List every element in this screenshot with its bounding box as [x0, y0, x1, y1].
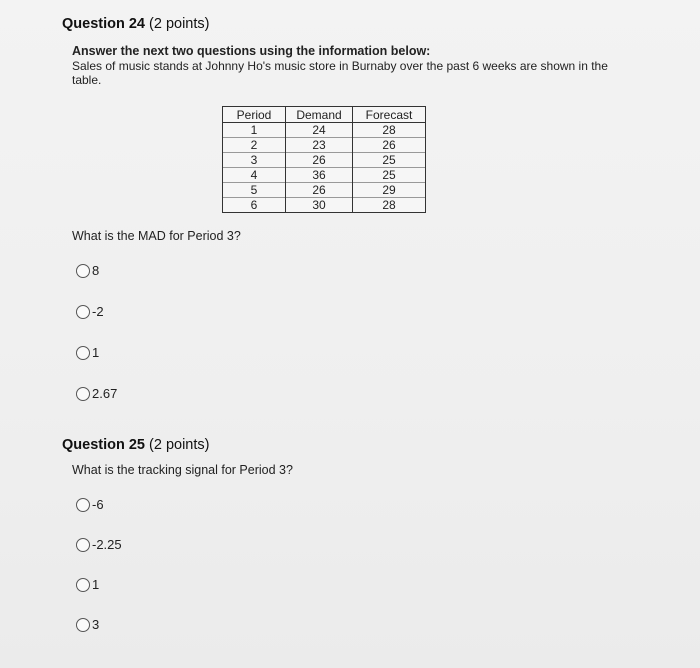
q24-option-1[interactable]: [76, 263, 99, 278]
cell-demand: 36: [286, 168, 353, 183]
header-forecast: Forecast: [353, 107, 426, 123]
radio-icon[interactable]: [76, 264, 90, 278]
intro-text: Sales of music stands at Johnny Ho's music store in Burnaby over the past 6 weeks are shown in the table.: [72, 59, 608, 87]
cell-period: 1: [223, 123, 286, 138]
radio-icon[interactable]: [76, 387, 90, 401]
radio-icon[interactable]: [76, 538, 90, 552]
option-label: 2.67: [92, 386, 118, 401]
question-24-points: (2 points): [149, 16, 210, 32]
option-label: -6: [92, 497, 104, 512]
q24-option-4[interactable]: [76, 386, 117, 401]
option-label: -2.25: [92, 537, 122, 552]
cell-forecast: 28: [353, 198, 426, 213]
option-label: 3: [92, 617, 100, 632]
intro-heading: Answer the next two questions using the information below:: [72, 44, 431, 58]
cell-demand: 30: [286, 198, 353, 213]
option-label: 1: [92, 345, 100, 360]
radio-icon[interactable]: [76, 618, 90, 632]
cell-demand: 26: [286, 183, 353, 198]
radio-icon[interactable]: [76, 578, 90, 592]
question-24-number: Question 24: [62, 16, 145, 32]
option-label: 1: [92, 577, 100, 592]
cell-period: 3: [223, 153, 286, 168]
question-25-number: Question 25: [62, 437, 145, 453]
radio-icon[interactable]: [76, 346, 90, 360]
table-row: [223, 168, 426, 183]
option-label: 8: [92, 263, 100, 278]
header-period: Period: [223, 107, 286, 123]
q25-option-1[interactable]: [76, 497, 104, 512]
cell-forecast: 25: [353, 168, 426, 183]
sales-table: [222, 106, 426, 213]
q25-option-4[interactable]: [76, 617, 99, 632]
header-demand: Demand: [286, 107, 353, 123]
question-25-prompt: What is the tracking signal for Period 3?: [72, 463, 293, 477]
cell-period: 6: [223, 198, 286, 213]
radio-icon[interactable]: [76, 498, 90, 512]
cell-period: 4: [223, 168, 286, 183]
cell-forecast: 28: [353, 123, 426, 138]
q24-option-2[interactable]: [76, 304, 104, 319]
cell-demand: 23: [286, 138, 353, 153]
option-label: -2: [92, 304, 104, 319]
question-24-title: [62, 16, 209, 32]
table-row: [223, 123, 426, 138]
cell-forecast: 29: [353, 183, 426, 198]
radio-icon[interactable]: [76, 305, 90, 319]
cell-forecast: 26: [353, 138, 426, 153]
q25-option-2[interactable]: [76, 537, 122, 552]
question-25-title: [62, 437, 209, 453]
cell-forecast: 25: [353, 153, 426, 168]
table-row: [223, 183, 426, 198]
cell-demand: 24: [286, 123, 353, 138]
table-row: [223, 138, 426, 153]
table-row: [223, 198, 426, 213]
table-header-row: [223, 107, 426, 123]
cell-demand: 26: [286, 153, 353, 168]
q25-option-3[interactable]: [76, 577, 99, 592]
cell-period: 2: [223, 138, 286, 153]
q24-option-3[interactable]: [76, 345, 99, 360]
table-row: [223, 153, 426, 168]
question-25-points: (2 points): [149, 437, 210, 453]
question-24-prompt: What is the MAD for Period 3?: [72, 229, 241, 243]
cell-period: 5: [223, 183, 286, 198]
